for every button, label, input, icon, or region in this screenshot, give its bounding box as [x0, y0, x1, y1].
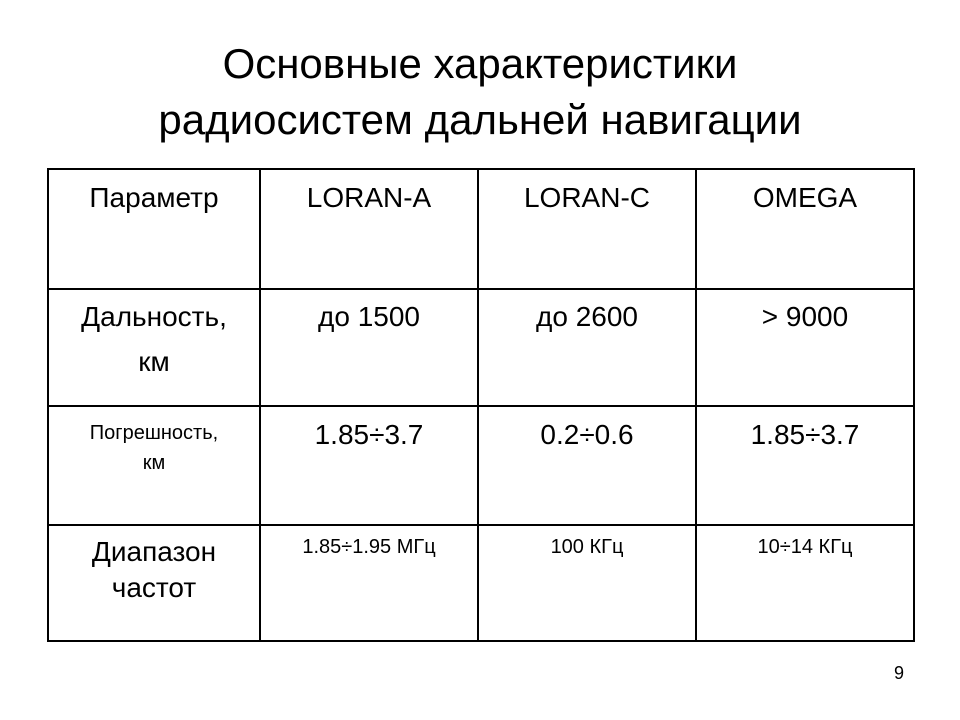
row-label-error-line-2: км	[142, 452, 166, 474]
value-frequency-loran-c: 100 КГц	[550, 536, 624, 558]
value-error-loran-c: 0.2÷0.6	[540, 419, 634, 450]
cell-frequency-loran-c	[478, 525, 696, 641]
header-label-omega: OMEGA	[752, 182, 858, 213]
cell-frequency-loran-a	[260, 525, 478, 641]
value-frequency-omega: 10÷14 КГц	[757, 536, 853, 558]
cell-range-loran-c	[478, 289, 696, 406]
navigation-systems-table	[47, 168, 915, 642]
table-row-range	[48, 289, 914, 406]
cell-error-loran-a	[260, 406, 478, 525]
value-frequency-loran-a: 1.85÷1.95 МГц	[302, 536, 436, 558]
row-label-frequency	[48, 525, 260, 641]
cell-range-loran-a	[260, 289, 478, 406]
row-label-error	[48, 406, 260, 525]
cell-range-omega	[696, 289, 914, 406]
cell-error-loran-c	[478, 406, 696, 525]
cell-frequency-omega	[696, 525, 914, 641]
slide-title	[0, 36, 960, 148]
row-label-error-line-1: Погрешность,	[89, 422, 219, 444]
header-label-loran-a: LORAN-A	[306, 182, 432, 213]
header-label-parameter: Параметр	[89, 182, 219, 213]
row-label-range-line-1: Дальность,	[81, 301, 227, 332]
value-range-loran-c: до 2600	[536, 301, 638, 332]
row-label-range-line-2: км	[138, 346, 170, 377]
slide-title-line-2: радиосистем дальней навигации	[158, 96, 802, 143]
value-error-loran-a: 1.85÷3.7	[314, 419, 424, 450]
page-number: 9	[893, 663, 904, 683]
row-label-range	[48, 289, 260, 406]
value-error-omega: 1.85÷3.7	[750, 419, 860, 450]
value-range-omega: > 9000	[761, 301, 849, 332]
cell-error-omega	[696, 406, 914, 525]
value-range-loran-a: до 1500	[318, 301, 420, 332]
header-label-loran-c: LORAN-C	[523, 182, 650, 213]
row-label-frequency-line-1: Диапазон	[91, 536, 217, 567]
table-row-error	[48, 406, 914, 525]
header-cell-omega	[696, 169, 914, 289]
row-label-frequency-line-2: частот	[111, 572, 197, 603]
table-row-frequency	[48, 525, 914, 641]
slide-title-line-1: Основные характеристики	[222, 40, 738, 87]
header-cell-parameter	[48, 169, 260, 289]
table-header-row	[48, 169, 914, 289]
header-cell-loran-c	[478, 169, 696, 289]
header-cell-loran-a	[260, 169, 478, 289]
